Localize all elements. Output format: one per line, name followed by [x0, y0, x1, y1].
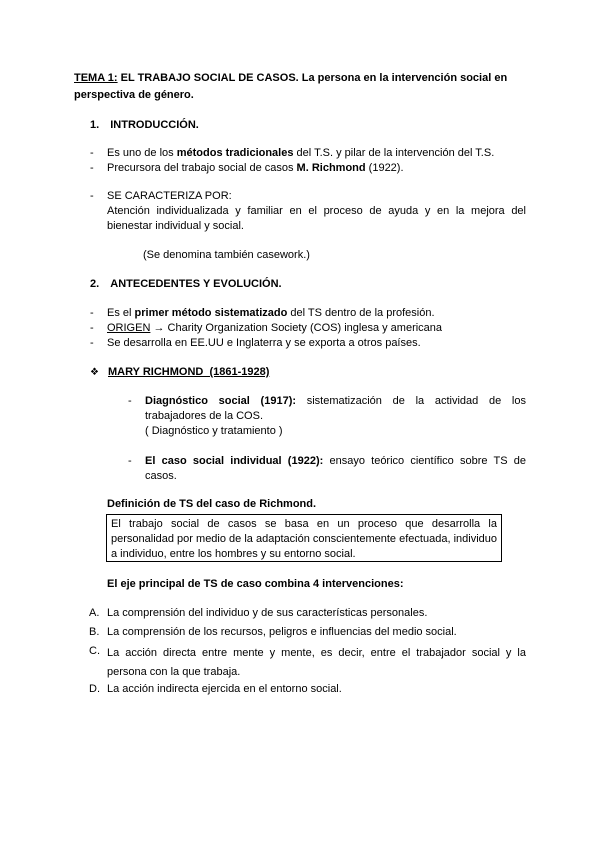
casework-note: (Se denomina también casework.): [143, 249, 310, 261]
bullet-dash: -: [90, 337, 94, 349]
definition-text: El trabajo social de casos se basa en un proceso que desarrolla la personalidad por medio de la adaptación conscientemente efectuada, individuo a individuo, entre los hombres y su entorno social.: [111, 518, 497, 560]
bullet-dash: -: [90, 322, 94, 334]
history-bullet-2: ORIGEN → Charity Organization Society (COS) inglesa y americana: [107, 322, 443, 334]
richmond-work-1: Diagnóstico social (1917): sistematización de la actividad de los trabajadores de la COS.: [145, 395, 526, 422]
intro-bullet-1: Es uno de los métodos tradicionales del T.S. y pilar de la intervención del T.S.: [107, 147, 495, 159]
richmond-heading: MARY RICHMOND (1861-1928): [108, 366, 270, 378]
definition-box: [106, 514, 502, 562]
list-item-letter: C.: [89, 645, 100, 657]
list-item: La acción indirecta ejercida en el entorno social.: [107, 683, 342, 695]
intro-bullet-2: Precursora del trabajo social de casos M. Richmond (1922).: [107, 162, 404, 174]
bullet-dash: -: [128, 395, 132, 407]
origen-label: ORIGEN: [107, 322, 151, 334]
characterize-label: SE CARACTERIZA POR:: [107, 190, 232, 202]
history-bullet-3: Se desarrolla en EE.UU e Inglaterra y se exporta a otros países.: [107, 337, 421, 349]
definition-heading: Definición de TS del caso de Richmond.: [107, 498, 317, 510]
bullet-dash: -: [128, 455, 132, 467]
richmond-work-1-sub: ( Diagnóstico y tratamiento ): [145, 425, 283, 437]
richmond-work-2: El caso social individual (1922): ensayo teórico científico sobre TS de casos.: [145, 455, 526, 482]
section-1-heading: 1. INTRODUCCIÓN.: [90, 119, 199, 131]
list-item-letter: D.: [89, 683, 100, 695]
diamond-bullet-icon: ❖: [90, 367, 99, 378]
list-item: La comprensión del individuo y de sus características personales.: [107, 607, 428, 619]
characterize-text: Atención individualizada y familiar en el proceso de ayuda y en la mejora del bienestar individual y social.: [107, 205, 526, 232]
arrow-icon: →: [150, 322, 168, 334]
bullet-dash: -: [90, 190, 94, 202]
bullet-dash: -: [90, 307, 94, 319]
title-text: EL TRABAJO SOCIAL DE CASOS. La persona en la intervención social en perspectiva de género.: [74, 72, 508, 101]
interventions-heading: El eje principal de TS de caso combina 4 intervenciones:: [107, 578, 404, 590]
tema-label: TEMA 1:: [74, 72, 118, 84]
list-item-letter: A.: [89, 607, 100, 619]
section-2-heading: 2. ANTECEDENTES Y EVOLUCIÓN.: [90, 278, 282, 290]
document-title: [74, 70, 528, 104]
list-item: La acción directa entre mente y mente, es decir, entre el trabajador social y la persona con la que trabaja.: [107, 647, 526, 678]
bullet-dash: -: [90, 147, 94, 159]
list-item-letter: B.: [89, 626, 100, 638]
list-item: La comprensión de los recursos, peligros e influencias del medio social.: [107, 626, 457, 638]
bullet-dash: -: [90, 162, 94, 174]
history-bullet-1: Es el primer método sistematizado del TS dentro de la profesión.: [107, 307, 435, 319]
